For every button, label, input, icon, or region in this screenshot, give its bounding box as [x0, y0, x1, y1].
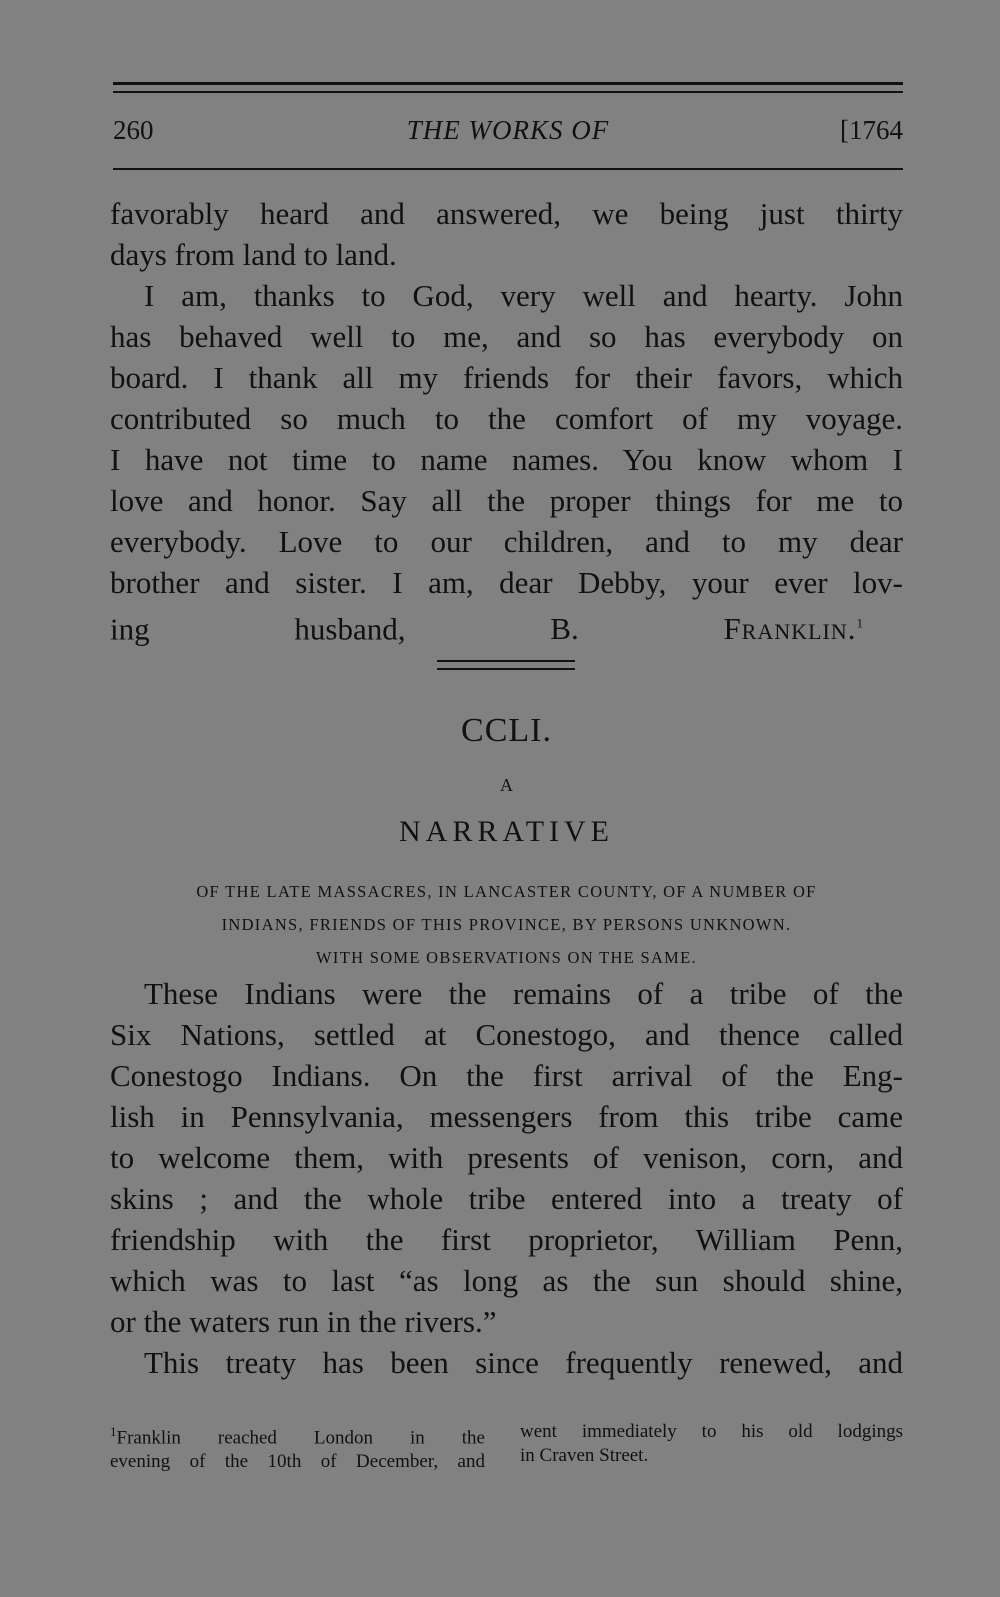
header-year: [1764 [840, 115, 903, 145]
running-title: THE WORKS OF [406, 115, 610, 145]
section-article: A [500, 775, 513, 795]
footnote-line: went immediately to his old lodgings [520, 1421, 903, 1442]
signature-name: Franklin. [723, 611, 857, 647]
footnote-left-column [110, 1420, 485, 1474]
closing-text: ing husband, [110, 611, 406, 647]
section-subtitle-line: OF THE LATE MASSACRES, IN LANCASTER COUNTY, OF A NUMBER OF [196, 882, 817, 901]
footnote-line: evening of the 10th of December, and [110, 1451, 485, 1473]
section-subtitle-line: INDIANS, FRIENDS OF THIS PROVINCE, BY PERSONS UNKNOWN. [221, 915, 792, 934]
text-line: to welcome them, with presents of venison, corn, and [110, 1140, 903, 1175]
text-line: or the waters run in the rivers.” [110, 1304, 497, 1339]
text-line: Six Nations, settled at Conestogo, and thence called [110, 1017, 903, 1052]
text-line: board. I thank all my friends for their favors, which [110, 360, 903, 395]
signature [550, 611, 903, 646]
footnote-line: $^1$Franklin reached London in the [110, 1424, 485, 1449]
text-line: I have not time to name names. You know whom I [110, 442, 903, 477]
letter-ending [110, 193, 903, 647]
top-rule [113, 82, 903, 85]
text-line: which was to last “as long as the sun should shine, [110, 1263, 903, 1298]
section-divider [437, 660, 575, 662]
text-line: I am, thanks to God, very well and hearty. John [144, 278, 903, 313]
section-number: CCLI. [461, 712, 552, 749]
text-line: love and honor. Say all the proper things for me to [110, 483, 903, 518]
footnote-ref: 1 [856, 616, 863, 631]
text-line: everybody. Love to our children, and to my dear [110, 524, 903, 559]
text-line: has behaved well to me, and so has everybody on [110, 319, 903, 354]
text-line: These Indians were the remains of a tribe of the [144, 976, 903, 1011]
text-line: friendship with the first proprietor, William Penn, [110, 1222, 903, 1257]
closing-line [110, 603, 903, 647]
text-line: skins ; and the whole tribe entered into a treaty of [110, 1181, 903, 1216]
footnote-line: in Craven Street. [520, 1445, 649, 1466]
section-subtitle-line: WITH SOME OBSERVATIONS ON THE SAME. [316, 948, 697, 967]
text-line: contributed so much to the comfort of my voyage. [110, 401, 903, 436]
footnote-mark: 1 [110, 1424, 117, 1439]
narrative-body [110, 973, 903, 1383]
text-line: Conestogo Indians. On the first arrival of the Eng- [110, 1058, 903, 1093]
text-line: This treaty has been since frequently renewed, and [144, 1345, 903, 1380]
text-line: lish in Pennsylvania, messengers from this tribe came [110, 1099, 903, 1134]
text-line: days from land to land. [110, 237, 397, 272]
section-divider-lower [437, 668, 575, 670]
text-line: brother and sister. I am, dear Debby, your ever lov- [110, 565, 903, 600]
section-title: NARRATIVE [399, 815, 614, 848]
footnote-right-column [520, 1420, 903, 1468]
page-number: 260 [113, 115, 154, 145]
top-rule-thin [113, 91, 903, 93]
header-rule [113, 168, 903, 170]
text-line: favorably heard and answered, we being just thirty [110, 196, 903, 231]
signature-initial: B. [550, 611, 579, 647]
running-header [113, 115, 903, 155]
